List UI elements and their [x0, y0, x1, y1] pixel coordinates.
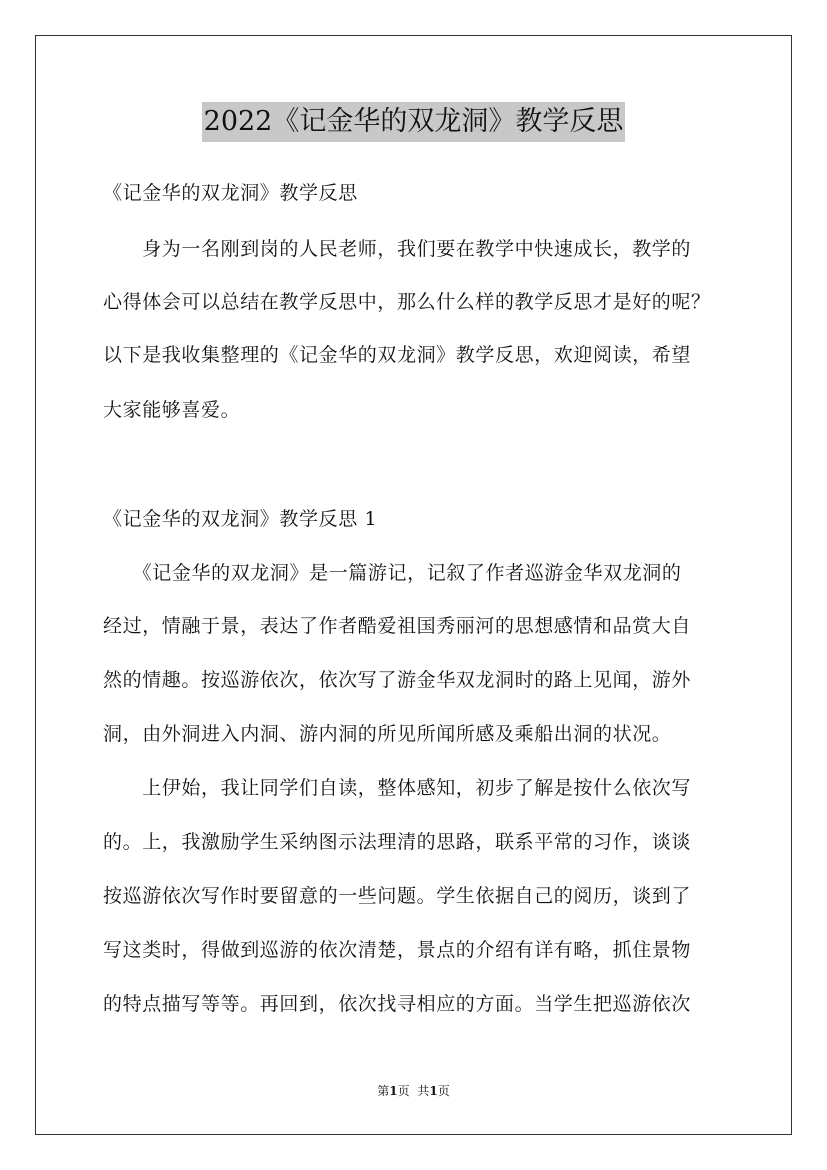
- document-title: 2022《记金华的双龙洞》教学反思: [202, 102, 626, 142]
- paragraph-line: 身为一名刚到岗的人民老师，我们要在教学中快速成长，教学的: [103, 238, 692, 260]
- title-container: [0, 102, 827, 142]
- paragraph-line: 洞，由外洞进入内洞、游内洞的所见所闻所感及乘船出洞的状况。: [103, 723, 672, 745]
- paragraph-line: 《记金华的双龙洞》是一篇游记，记叙了作者巡游金华双龙洞的: [103, 562, 682, 584]
- section-heading-intro: 《记金华的双龙洞》教学反思: [103, 182, 358, 204]
- paragraph-line: 的。上，我激励学生采纳图示法理清的思路，联系平常的习作，谈谈: [103, 831, 692, 853]
- page-unit: 页: [397, 1084, 410, 1098]
- page-prefix: 第: [377, 1084, 390, 1098]
- total-prefix: 共: [417, 1084, 430, 1098]
- paragraph-line: 心得体会可以总结在教学反思中，那么什么样的教学反思才是好的呢？: [103, 291, 711, 313]
- paragraph-line: 写这类时，得做到巡游的依次清楚，景点的介绍有详有略，抓住景物: [103, 939, 692, 961]
- paragraph-line: 经过，情融于景，表达了作者酷爱祖国秀丽河的思想感情和品赏大自: [103, 615, 692, 637]
- paragraph-line: 上伊始，我让同学们自读，整体感知，初步了解是按什么依次写: [103, 777, 692, 799]
- page-total: 1: [429, 1084, 438, 1098]
- page-current: 1: [389, 1084, 398, 1098]
- section-heading-1: 《记金华的双龙洞》教学反思 1: [103, 508, 378, 530]
- paragraph-line: 大家能够喜爱。: [103, 399, 241, 421]
- total-unit: 页: [437, 1084, 450, 1098]
- paragraph-line: 以下是我收集整理的《记金华的双龙洞》教学反思，欢迎阅读，希望: [103, 344, 692, 366]
- paragraph-line: 然的情趣。按巡游依次，依次写了游金华双龙洞时的路上见闻，游外: [103, 669, 692, 691]
- paragraph-line: 的特点描写等等。再回到，依次找寻相应的方面。当学生把巡游依次: [103, 993, 692, 1015]
- page-footer: [0, 1083, 827, 1099]
- paragraph-line: 按巡游依次写作时要留意的一些问题。学生依据自己的阅历，谈到了: [103, 885, 692, 907]
